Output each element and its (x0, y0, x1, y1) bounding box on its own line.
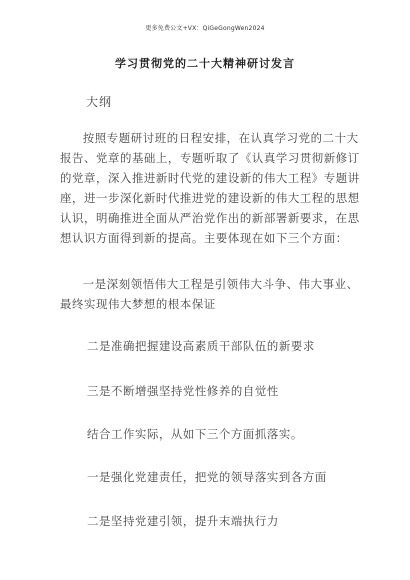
intro-paragraph: 按照专题研讨班的日程安排，在认真学习党的二十大报告、党章的基础上，专题听取了《认真学习贯彻新修订的党章，深入推进新时代党的建设新的伟大工程》专题讲座，进一步深化新时代推进党的建设新的伟大工程的思想认识，明确推进全面从严治党作出的新部署新要求，在思想认识方面得到新的提高。主要体现在如下三个方面： (60, 131, 360, 245)
point-3-line: 三是不断增强坚持党性修养的自觉性 (87, 384, 279, 398)
document-title: 学习贯彻党的二十大精神研讨发言 (115, 57, 295, 70)
outline-heading: 大纲 (86, 95, 113, 109)
header-note: 更多免费公文+VX：QiGeGongWen2024 (145, 25, 265, 32)
transition-line: 结合工作实际，从如下三个方面抓落实。 (87, 427, 303, 441)
action-1-line: 一是强化党建责任，把党的领导落实到各方面 (87, 470, 327, 484)
action-2-line: 二是坚持党建引领，提升末端执行力 (87, 514, 279, 528)
point-1-paragraph: 一是深刻领悟伟大工程是引领伟大斗争、伟大事业、最终实现伟大梦想的根本保证 (60, 277, 359, 311)
point-2-line: 二是准确把握建设高素质干部队伍的新要求 (87, 339, 315, 353)
